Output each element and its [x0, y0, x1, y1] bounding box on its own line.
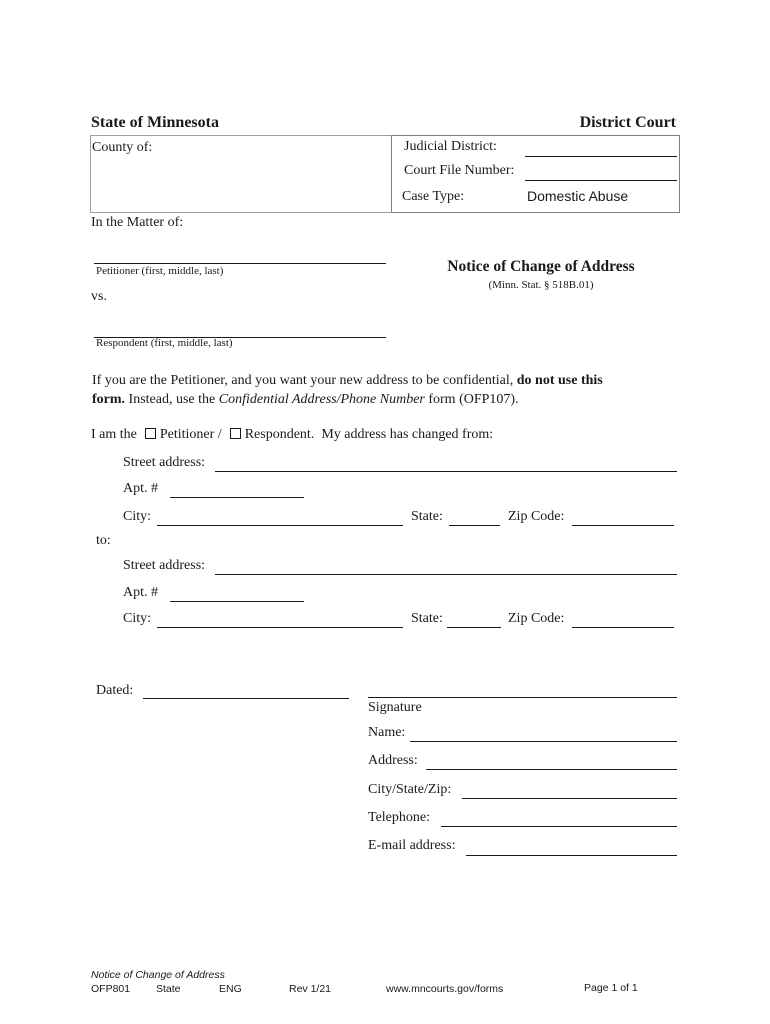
respondent-checkbox[interactable] — [230, 428, 241, 439]
to-label: to: — [96, 533, 111, 548]
footer-revision: Rev 1/21 — [289, 983, 332, 995]
petitioner-name-field[interactable] — [94, 248, 386, 264]
dated-label: Dated: — [96, 683, 134, 698]
email-field[interactable] — [466, 840, 677, 856]
from-state-field[interactable] — [449, 510, 500, 526]
from-street-label: Street address: — [123, 455, 206, 470]
city-state-zip-field[interactable] — [462, 783, 677, 799]
telephone-field[interactable] — [441, 811, 677, 827]
signature-field[interactable] — [368, 682, 677, 698]
to-zip-label: Zip Code: — [508, 611, 565, 626]
dated-field[interactable] — [143, 683, 349, 699]
to-street-label: Street address: — [123, 558, 206, 573]
statute-reference: (Minn. Stat. § 518B.01) — [488, 279, 594, 291]
footer-state: State — [156, 983, 181, 995]
to-zip-field[interactable] — [572, 612, 674, 628]
to-apt-field[interactable] — [170, 586, 304, 602]
instruction-paragraph — [92, 371, 682, 409]
instruction-text: If you are the Petitioner, and you want your new address to be confidential, — [92, 373, 517, 388]
to-street-field[interactable] — [215, 559, 677, 575]
court-file-number-field[interactable] — [525, 165, 677, 181]
from-state-label: State: — [411, 509, 443, 524]
party-selection-row — [91, 427, 493, 443]
petitioner-checkbox[interactable] — [145, 428, 156, 439]
respondent-name-field[interactable] — [94, 322, 386, 338]
instruction-text-3: form (OFP107). — [424, 392, 519, 407]
instruction-warning-end: form. — [92, 392, 126, 407]
form-title: Notice of Change of Address — [447, 258, 635, 275]
vs-label: vs. — [91, 289, 107, 304]
address-changed-label: My address has changed from: — [321, 427, 494, 442]
petitioner-caption: Petitioner (first, middle, last) — [96, 265, 224, 277]
in-the-matter-label: In the Matter of: — [91, 215, 184, 230]
from-city-field[interactable] — [157, 510, 403, 526]
from-zip-label: Zip Code: — [508, 509, 565, 524]
footer-form-title: Notice of Change of Address — [91, 969, 225, 981]
from-city-label: City: — [123, 509, 152, 524]
telephone-label: Telephone: — [368, 810, 430, 825]
to-state-field[interactable] — [447, 612, 501, 628]
city-state-zip-label: City/State/Zip: — [368, 782, 452, 797]
iam-label: I am the — [91, 427, 137, 442]
form-reference: Confidential Address/Phone Number — [218, 392, 425, 407]
from-apt-label: Apt. # — [123, 481, 158, 496]
court-heading: District Court — [579, 114, 676, 131]
to-city-field[interactable] — [157, 612, 403, 628]
address-label: Address: — [368, 753, 418, 768]
footer-language: ENG — [219, 983, 242, 995]
to-city-label: City: — [123, 611, 152, 626]
case-type-value: Domestic Abuse — [527, 188, 629, 204]
county-label: County of: — [92, 140, 153, 155]
judicial-district-label: Judicial District: — [404, 139, 497, 154]
state-heading: State of Minnesota — [91, 114, 219, 131]
footer-page-number: Page 1 of 1 — [584, 982, 638, 994]
respondent-caption: Respondent (first, middle, last) — [96, 337, 233, 349]
case-type-label: Case Type: — [402, 189, 465, 204]
respondent-option-label: Respondent. — [244, 427, 315, 442]
from-zip-field[interactable] — [572, 510, 674, 526]
name-label: Name: — [368, 725, 406, 740]
footer-form-id: OFP801 — [91, 983, 131, 995]
judicial-district-field[interactable] — [525, 141, 677, 157]
petitioner-option-label: Petitioner / — [159, 427, 222, 442]
name-field[interactable] — [410, 726, 677, 742]
signature-label: Signature — [368, 700, 422, 715]
footer-url[interactable]: www.mncourts.gov/forms — [386, 983, 504, 995]
instruction-warning: do not use this — [516, 373, 603, 388]
from-street-field[interactable] — [215, 456, 677, 472]
court-file-label: Court File Number: — [404, 163, 515, 178]
address-field[interactable] — [426, 754, 677, 770]
instruction-text-2: Instead, use the — [125, 392, 219, 407]
from-apt-field[interactable] — [170, 482, 304, 498]
to-state-label: State: — [411, 611, 443, 626]
to-apt-label: Apt. # — [123, 585, 158, 600]
email-label: E-mail address: — [368, 838, 456, 853]
